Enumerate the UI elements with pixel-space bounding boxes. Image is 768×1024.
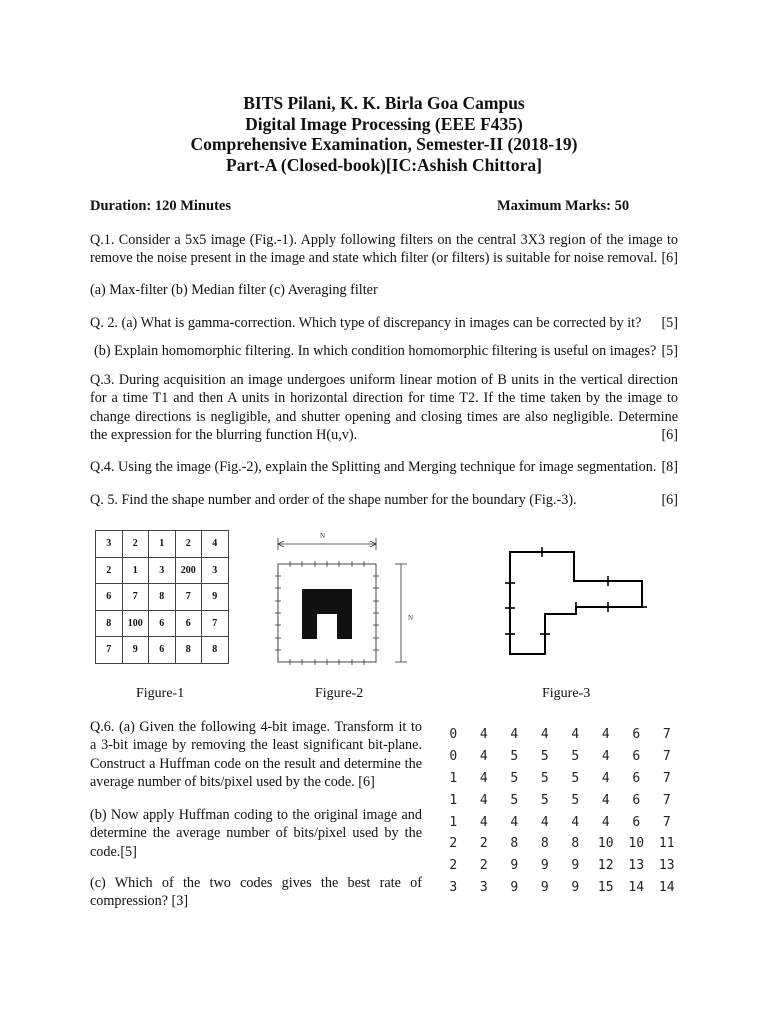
pixel-value: 0 — [449, 749, 458, 765]
pixel-value: 5 — [571, 749, 580, 765]
pixel-value: 5 — [540, 792, 549, 808]
question-5 — [90, 491, 678, 509]
pixel-value: 13 — [658, 858, 675, 874]
pixel-value: 9 — [571, 858, 580, 874]
figure-2 — [270, 528, 420, 670]
pixel-value: 6 — [632, 727, 641, 743]
pixel-value: 2 — [449, 836, 458, 852]
grid-cell: 3 — [202, 557, 229, 584]
pixel-value: 9 — [540, 879, 549, 895]
grid-cell: 4 — [202, 531, 229, 558]
q5-marks: [6] — [661, 492, 678, 508]
question-6b: (b) Now apply Huffman coding to the original image and determine the average number of bits/pixel used by the code.[5] — [90, 807, 422, 860]
figure-2-caption: Figure-2 — [315, 686, 364, 701]
pixel-value: 8 — [540, 836, 549, 852]
grid-cell: 6 — [96, 584, 123, 611]
figure-1-grid — [95, 530, 229, 664]
pixel-value: 14 — [628, 879, 645, 895]
pixel-value: 3 — [479, 879, 488, 895]
grid-cell: 7 — [175, 584, 202, 611]
pixel-value: 4 — [479, 814, 488, 830]
q2a-marks: [5] — [661, 315, 678, 331]
q1-text: Q.1. Consider a 5x5 image (Fig.-1). Apply following filters on the central 3X3 region of the image to remove the noise present in the image and state which filter (or filters) is suitable for noise removal. — [90, 232, 678, 267]
pixel-value: 1 — [449, 770, 458, 786]
pixel-value: 3 — [449, 879, 458, 895]
grid-cell: 8 — [96, 610, 123, 637]
width-label: N — [320, 532, 326, 540]
height-label: N — [408, 614, 414, 622]
pixel-value: 5 — [510, 792, 519, 808]
pixel-value: 4 — [510, 727, 519, 743]
grid-cell: 2 — [96, 557, 123, 584]
pixel-value: 1 — [449, 814, 458, 830]
question-2a — [90, 314, 678, 332]
pixel-value: 7 — [662, 727, 671, 743]
table-row — [438, 789, 682, 811]
grid-cell: 8 — [149, 584, 176, 611]
pixel-value: 4 — [601, 749, 610, 765]
pixel-value: 7 — [662, 792, 671, 808]
pixel-value: 5 — [540, 770, 549, 786]
question-4 — [90, 458, 678, 476]
q3-text: Q.3. During acquisition an image undergoes uniform linear motion of B units in the vertical direction for a time T1 and then A units in horizontal direction for time T2. If the time taken by the image to change directions is negligible, and shutter opening and closing times are also negligible. Determine the expression for the blurring function H(u,v). — [90, 372, 678, 444]
pixel-value: 14 — [658, 879, 675, 895]
pixel-value: 7 — [662, 770, 671, 786]
exam-part: Part-A (Closed-book)[IC:Ashish Chittora] — [226, 154, 542, 175]
figure-1-caption: Figure-1 — [136, 686, 185, 701]
pixel-value: 9 — [540, 858, 549, 874]
pixel-value: 5 — [540, 749, 549, 765]
pixel-value: 2 — [449, 858, 458, 874]
grid-cell: 7 — [202, 610, 229, 637]
pixel-value: 4 — [540, 727, 549, 743]
grid-cell: 8 — [175, 637, 202, 664]
q2b-marks: [5] — [661, 343, 678, 359]
pixel-value: 13 — [628, 858, 645, 874]
pixel-value: 0 — [449, 727, 458, 743]
pixel-value: 4 — [601, 727, 610, 743]
table-row — [96, 610, 229, 637]
question-2b — [94, 342, 678, 360]
grid-cell: 2 — [122, 531, 149, 558]
grid-cell: 6 — [149, 610, 176, 637]
four-bit-image-table — [438, 724, 682, 898]
pixel-value: 8 — [571, 836, 580, 852]
pixel-value: 2 — [479, 836, 488, 852]
pixel-value: 8 — [510, 836, 519, 852]
grid-cell: 7 — [96, 637, 123, 664]
pixel-value: 4 — [601, 770, 610, 786]
duration: Duration: 120 Minutes — [90, 198, 231, 214]
table-row — [96, 531, 229, 558]
pixel-value: 9 — [510, 879, 519, 895]
pixel-value: 7 — [662, 814, 671, 830]
pixel-value: 10 — [597, 836, 614, 852]
grid-cell: 3 — [96, 531, 123, 558]
pixel-value: 4 — [510, 814, 519, 830]
pixel-value: 4 — [601, 792, 610, 808]
pixel-value: 4 — [601, 814, 610, 830]
pixel-value: 9 — [571, 879, 580, 895]
q1-options: (a) Max-filter (b) Median filter (c) Averaging filter — [90, 282, 378, 298]
q3-marks: [6] — [661, 427, 678, 444]
table-row — [438, 768, 682, 790]
grid-cell: 9 — [202, 584, 229, 611]
q2b-text: (b) Explain homomorphic filtering. In which condition homomorphic filtering is useful on images? — [94, 343, 657, 359]
grid-cell: 1 — [149, 531, 176, 558]
q5-text: Q. 5. Find the shape number and order of the shape number for the boundary (Fig.-3). — [90, 492, 577, 508]
pixel-value: 4 — [479, 727, 488, 743]
boundary-ticks — [505, 547, 647, 634]
table-row — [438, 855, 682, 877]
pixel-value: 10 — [628, 836, 645, 852]
grid-cell: 6 — [149, 637, 176, 664]
pixel-value: 5 — [510, 749, 519, 765]
grid-cell: 9 — [122, 637, 149, 664]
question-3 — [90, 371, 678, 445]
pixel-value: 15 — [597, 879, 614, 895]
question-1 — [90, 231, 678, 268]
pixel-value: 6 — [632, 792, 641, 808]
grid-cell: 8 — [202, 637, 229, 664]
grid-cell: 6 — [175, 610, 202, 637]
table-row — [96, 584, 229, 611]
figure-3 — [500, 544, 660, 664]
institute-name: BITS Pilani, K. K. Birla Goa Campus — [243, 93, 525, 113]
pixel-value: 5 — [571, 792, 580, 808]
figure-3-caption: Figure-3 — [542, 686, 591, 701]
pixel-value: 4 — [479, 792, 488, 808]
q4-text: Q.4. Using the image (Fig.-2), explain the Splitting and Merging technique for image segmentation. — [90, 459, 657, 475]
table-row — [438, 833, 682, 855]
table-row — [438, 811, 682, 833]
course-title: Digital Image Processing (EEE F435) — [245, 113, 523, 134]
pixel-value: 6 — [632, 749, 641, 765]
table-row — [96, 637, 229, 664]
q2a-text: Q. 2. (a) What is gamma-correction. Which type of discrepancy in images can be corrected by it? — [90, 315, 642, 331]
pixel-value: 6 — [632, 814, 641, 830]
pixel-value: 4 — [571, 727, 580, 743]
exam-header — [0, 93, 768, 175]
grid-cell: 200 — [175, 557, 202, 584]
grid-cell: 2 — [175, 531, 202, 558]
object-shape — [302, 589, 352, 639]
pixel-value: 12 — [597, 858, 614, 874]
pixel-value: 4 — [479, 770, 488, 786]
grid-cell: 100 — [122, 610, 149, 637]
pixel-value: 6 — [632, 770, 641, 786]
table-row — [438, 724, 682, 746]
grid-cell: 7 — [122, 584, 149, 611]
question-6a: Q.6. (a) Given the following 4-bit image. Transform it to a 3-bit image by removing the least significant bit-plane. Construct a Huffman code on the result and determine the average number of bits/pixel used by the code. [6] — [90, 719, 422, 791]
table-row — [96, 557, 229, 584]
max-marks: Maximum Marks: 50 — [497, 198, 630, 214]
pixel-value: 5 — [510, 770, 519, 786]
pixel-value: 9 — [510, 858, 519, 874]
q4-marks: [8] — [661, 459, 678, 475]
exam-title: Comprehensive Examination, Semester-II (2018-19) — [190, 134, 578, 154]
table-row — [438, 746, 682, 768]
grid-cell: 1 — [122, 557, 149, 584]
grid-cell: 3 — [149, 557, 176, 584]
pixel-value: 11 — [658, 836, 675, 852]
table-row — [438, 877, 682, 899]
pixel-value: 2 — [479, 858, 488, 874]
question-6c: (c) Which of the two codes gives the best rate of compression? [3] — [90, 875, 422, 910]
q1-marks: [6] — [661, 250, 678, 267]
pixel-value: 7 — [662, 749, 671, 765]
pixel-value: 1 — [449, 792, 458, 808]
pixel-value: 4 — [571, 814, 580, 830]
pixel-value: 4 — [479, 749, 488, 765]
pixel-value: 4 — [540, 814, 549, 830]
pixel-value: 5 — [571, 770, 580, 786]
